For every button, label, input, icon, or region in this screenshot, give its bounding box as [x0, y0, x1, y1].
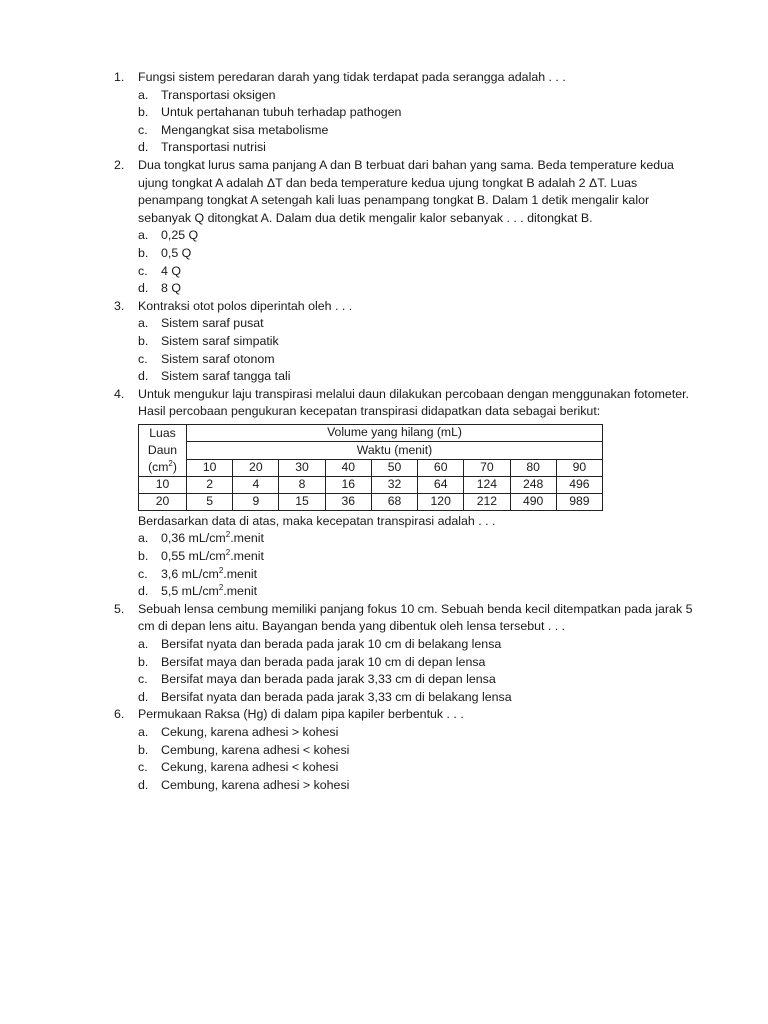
value-cell: 36	[325, 493, 371, 510]
value-cell: 16	[325, 476, 371, 493]
option-text: Cekung, karena adhesi < kohesi	[161, 760, 339, 775]
option-letter: a.	[138, 316, 149, 331]
option-letter: d.	[138, 689, 149, 704]
question-number: 4.	[114, 386, 125, 401]
option-b	[138, 245, 704, 263]
value-cell: 64	[418, 476, 464, 493]
option-text: Cembung, karena adhesi < kohesi	[161, 742, 350, 757]
option-a	[138, 724, 704, 742]
option-letter: a.	[138, 637, 149, 652]
value-cell: 4	[233, 476, 279, 493]
option-text: Bersifat nyata dan berada pada jarak 10 cm di belakang lensa	[161, 637, 502, 652]
option-text: Transportasi oksigen	[161, 87, 276, 102]
option-d	[138, 689, 704, 707]
option-letter: c.	[138, 351, 148, 366]
waktu-header: Waktu (menit)	[187, 442, 603, 459]
value-cell: 248	[510, 476, 556, 493]
option-text: Untuk pertahanan tubuh terhadap pathogen	[161, 105, 402, 120]
option-letter: d.	[138, 584, 149, 599]
option-text: 4 Q	[161, 263, 181, 278]
question-1	[114, 69, 704, 157]
value-cell: 124	[464, 476, 510, 493]
table-subheader-row	[139, 442, 603, 459]
area-cell: 20	[139, 493, 187, 510]
time-cell: 10	[187, 459, 233, 476]
option-text: Cekung, karena adhesi > kohesi	[161, 725, 339, 739]
value-cell: 15	[279, 493, 325, 510]
question-number: 3.	[114, 298, 125, 313]
option-text: Sistem saraf simpatik	[161, 333, 279, 348]
option-b	[138, 104, 704, 122]
option-text: Bersifat nyata dan berada pada jarak 3,33 cm di belakang lensa	[161, 689, 512, 704]
option-b	[138, 548, 704, 566]
option-letter: b.	[138, 105, 149, 120]
option-text: Sistem saraf pusat	[161, 316, 264, 331]
question-number: 5.	[114, 601, 125, 616]
question-text: Fungsi sistem peredaran darah yang tidak terdapat pada serangga adalah . . .	[138, 70, 566, 84]
value-cell: 120	[418, 493, 464, 510]
option-text: Sistem saraf otonom	[161, 351, 275, 366]
area-cell: 10	[139, 476, 187, 493]
option-text: 0,25 Q	[161, 228, 199, 243]
value-cell: 490	[510, 493, 556, 510]
option-c	[138, 759, 704, 777]
option-text: Cembung, karena adhesi > kohesi	[161, 777, 350, 792]
table-followup-text: Berdasarkan data di atas, maka kecepatan transpirasi adalah . . .	[138, 513, 496, 528]
time-cell: 90	[556, 459, 602, 476]
time-cell: 20	[233, 459, 279, 476]
option-d	[138, 583, 704, 601]
option-text: 0,5 Q	[161, 245, 192, 260]
option-text: Transportasi nutrisi	[161, 140, 266, 155]
option-a	[138, 227, 704, 245]
option-d	[138, 368, 704, 386]
time-cell: 30	[279, 459, 325, 476]
value-cell: 2	[187, 476, 233, 493]
option-letter: b.	[138, 742, 149, 757]
question-2	[114, 157, 704, 298]
option-letter: d.	[138, 369, 149, 384]
luas-label: Luas	[149, 425, 176, 440]
option-letter: d.	[138, 140, 149, 155]
option-c	[138, 351, 704, 369]
time-cell: 70	[464, 459, 510, 476]
option-letter: b.	[138, 654, 149, 669]
option-d	[138, 280, 704, 298]
unit-label: $(cm^2)$	[148, 458, 177, 474]
option-letter: c.	[138, 760, 148, 775]
option-letter: a.	[138, 228, 149, 243]
option-b	[138, 742, 704, 760]
option-text: Bersifat maya dan berada pada jarak 10 cm di depan lensa	[161, 654, 486, 669]
option-c	[138, 566, 704, 584]
value-cell: 68	[371, 493, 417, 510]
question-text: Untuk mengukur laju transpirasi melalui daun dilakukan percobaan dengan menggunakan fotometer. Hasil percobaan pengukuran kecepatan transpirasi didapatkan data sebagai berikut:	[138, 386, 690, 419]
option-letter: a.	[138, 531, 149, 546]
option-letter: b.	[138, 549, 149, 564]
table-header-row	[139, 424, 603, 441]
question-text: Sebuah lensa cembung memiliki panjang fokus 10 cm. Sebuah benda kecil ditempatkan pada jarak 5 cm di depan lens aitu. Bayangan benda yang dibentuk oleh lensa tersebut . . .	[138, 601, 693, 634]
option-c	[138, 671, 704, 689]
option-text: 5,5 $mL/cm^2.menit$	[161, 583, 258, 599]
question-text: Permukaan Raksa (Hg) di dalam pipa kapiler berbentuk . . .	[138, 707, 464, 722]
question-4	[114, 386, 704, 601]
luas-daun-header	[139, 424, 187, 476]
time-cell: 80	[510, 459, 556, 476]
option-c	[138, 122, 704, 140]
value-cell: 9	[233, 493, 279, 510]
question-6	[114, 706, 704, 794]
question-text: Dua tongkat lurus sama panjang A dan B terbuat dari bahan yang sama. Beda temperature kedua ujung tongkat A adalah ΔT dan beda temperature kedua ujung tongkat B adalah 2 ΔT. Luas penampang tongkat A setengah kali luas penampang tongkat B. Dalam 1 detik mengalir kalor sebanyak Q ditongkat A. Dalam dua detik mengalir kalor sebanyak . . . ditongkat B.	[138, 157, 674, 225]
option-text: 0,55 $mL/cm^2.menit$	[161, 547, 264, 564]
question-number: 1.	[114, 70, 125, 84]
value-cell: 32	[371, 476, 417, 493]
time-cell: 40	[325, 459, 371, 476]
question-3	[114, 298, 704, 386]
option-text: 0,36 $mL/cm^2.menit$	[161, 530, 264, 546]
option-letter: a.	[138, 87, 149, 102]
daun-label: Daun	[147, 442, 178, 457]
option-text: 3,6 $mL/cm^2.menit$	[161, 565, 258, 581]
table-row	[139, 476, 603, 493]
value-cell: 496	[556, 476, 602, 493]
time-cell: 50	[371, 459, 417, 476]
option-a	[138, 87, 704, 105]
option-b	[138, 654, 704, 672]
option-b	[138, 333, 704, 351]
transpiration-table	[138, 424, 603, 511]
value-cell: 5	[187, 493, 233, 510]
option-letter: c.	[138, 566, 148, 581]
option-c	[138, 263, 704, 281]
value-cell: 8	[279, 476, 325, 493]
question-number: 6.	[114, 707, 125, 722]
option-letter: d.	[138, 777, 149, 792]
option-letter: c.	[138, 263, 148, 278]
time-cell: 60	[418, 459, 464, 476]
table-wrapper	[138, 424, 704, 531]
option-a	[138, 636, 704, 654]
question-list	[114, 69, 704, 794]
table-row	[139, 493, 603, 510]
option-letter: d.	[138, 281, 149, 296]
option-text: Mengangkat sisa metabolisme	[161, 122, 329, 137]
option-letter: c.	[138, 122, 148, 137]
question-text: Kontraksi otot polos diperintah oleh . . .	[138, 298, 353, 313]
option-d	[138, 777, 704, 795]
option-a	[138, 530, 704, 548]
option-text: Bersifat maya dan berada pada jarak 3,33 cm di depan lensa	[161, 672, 496, 687]
question-5	[114, 601, 704, 707]
time-row	[139, 459, 603, 476]
option-d	[138, 139, 704, 157]
option-letter: b.	[138, 333, 149, 348]
volume-header: Volume yang hilang (mL)	[187, 424, 603, 441]
option-text: 8 Q	[161, 281, 181, 296]
value-cell: 212	[464, 493, 510, 510]
question-number: 2.	[114, 157, 125, 172]
option-letter: a.	[138, 725, 149, 739]
option-letter: b.	[138, 245, 149, 260]
option-letter: c.	[138, 672, 148, 687]
value-cell: 989	[556, 493, 602, 510]
option-text: Sistem saraf tangga tali	[161, 369, 291, 384]
option-a	[138, 315, 704, 333]
